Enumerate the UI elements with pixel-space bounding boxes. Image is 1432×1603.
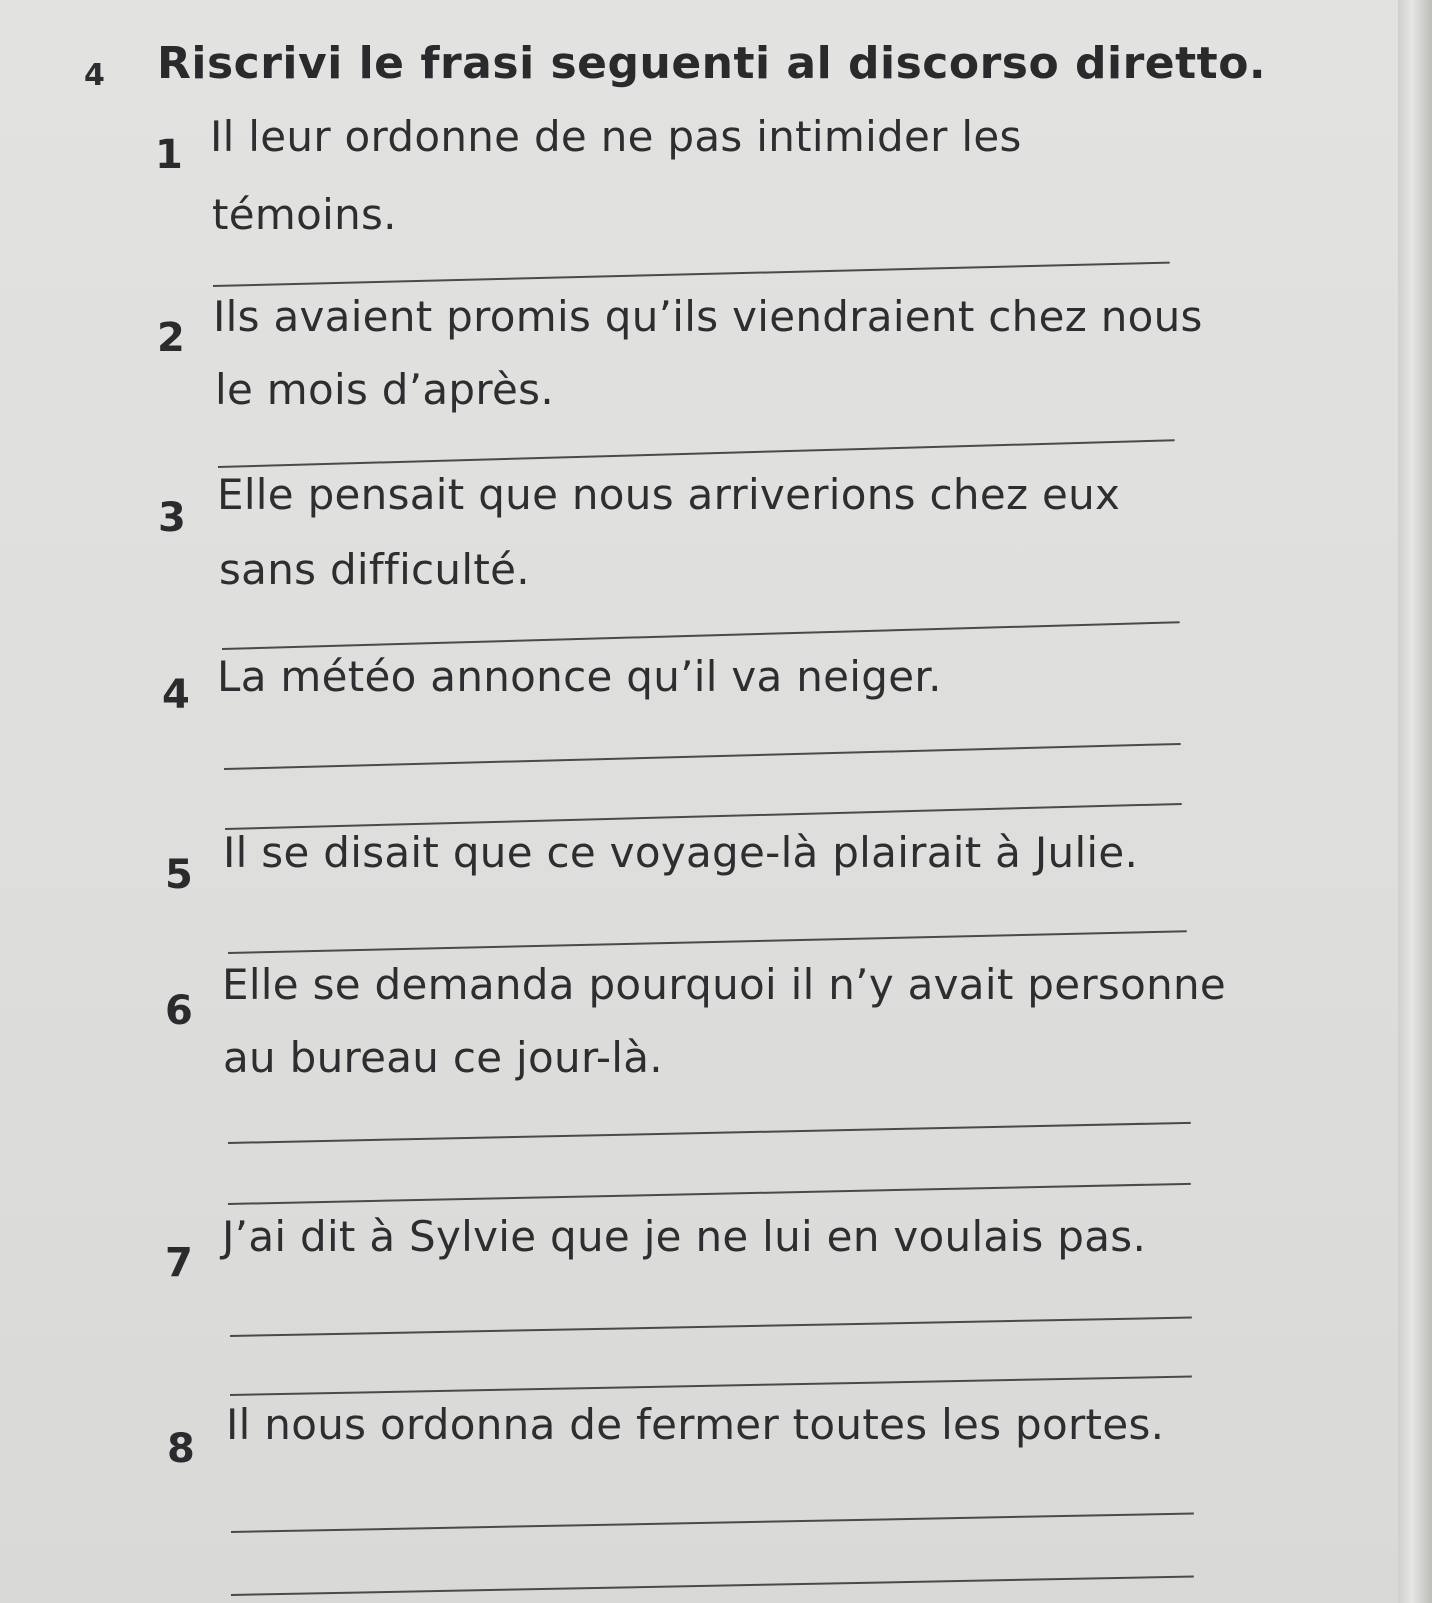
item-number-5: 5 [165,852,193,898]
item-3-answer-line-1 [222,621,1180,650]
item-3-line-1: Elle pensait que nous arriverions chez eux [217,470,1121,519]
item-number-2: 2 [157,315,185,361]
item-6-answer-line-2 [228,1183,1191,1205]
item-3-line-2: sans difficulté. [219,545,530,594]
item-6-line-1: Elle se demanda pourquoi il n’y avait personne [222,960,1227,1009]
item-1-answer-line-1 [213,262,1170,287]
item-number-6: 6 [165,988,193,1034]
exercise-title: Riscrivi le frasi seguenti al discorso diretto. [157,38,1267,89]
item-1-line-2: témoins. [212,190,397,239]
exercise-number: 4 [84,58,105,93]
item-5-answer-line-1 [228,930,1187,954]
item-number-4: 4 [162,672,190,718]
item-1-line-1: Il leur ordonne de ne pas intimider les [210,112,1022,161]
item-7-line-1: J’ai dit à Sylvie que je ne lui en voulais pas. [222,1212,1147,1261]
page-edge [1398,0,1432,1603]
item-number-7: 7 [165,1240,193,1286]
item-2-line-1: Ils avaient promis qu’ils viendraient chez nous [213,292,1203,341]
item-number-1: 1 [155,132,183,178]
item-2-answer-line-1 [218,439,1175,468]
item-6-answer-line-1 [228,1122,1191,1144]
item-5-line-1: Il se disait que ce voyage-là plairait à Julie. [223,828,1139,877]
item-number-8: 8 [167,1426,195,1472]
item-8-answer-line-2 [231,1576,1194,1596]
item-8-answer-line-1 [231,1513,1194,1533]
item-7-answer-line-1 [230,1317,1192,1337]
item-number-3: 3 [158,495,186,541]
item-4-line-1: La météo annonce qu’il va neiger. [217,652,942,701]
item-6-line-2: au bureau ce jour-là. [223,1033,663,1082]
item-2-line-2: le mois d’après. [215,365,554,414]
item-4-answer-line-2 [225,803,1182,830]
item-7-answer-line-2 [230,1376,1192,1396]
item-4-answer-line-1 [224,743,1181,770]
item-8-line-1: Il nous ordonna de fermer toutes les portes. [226,1400,1165,1449]
